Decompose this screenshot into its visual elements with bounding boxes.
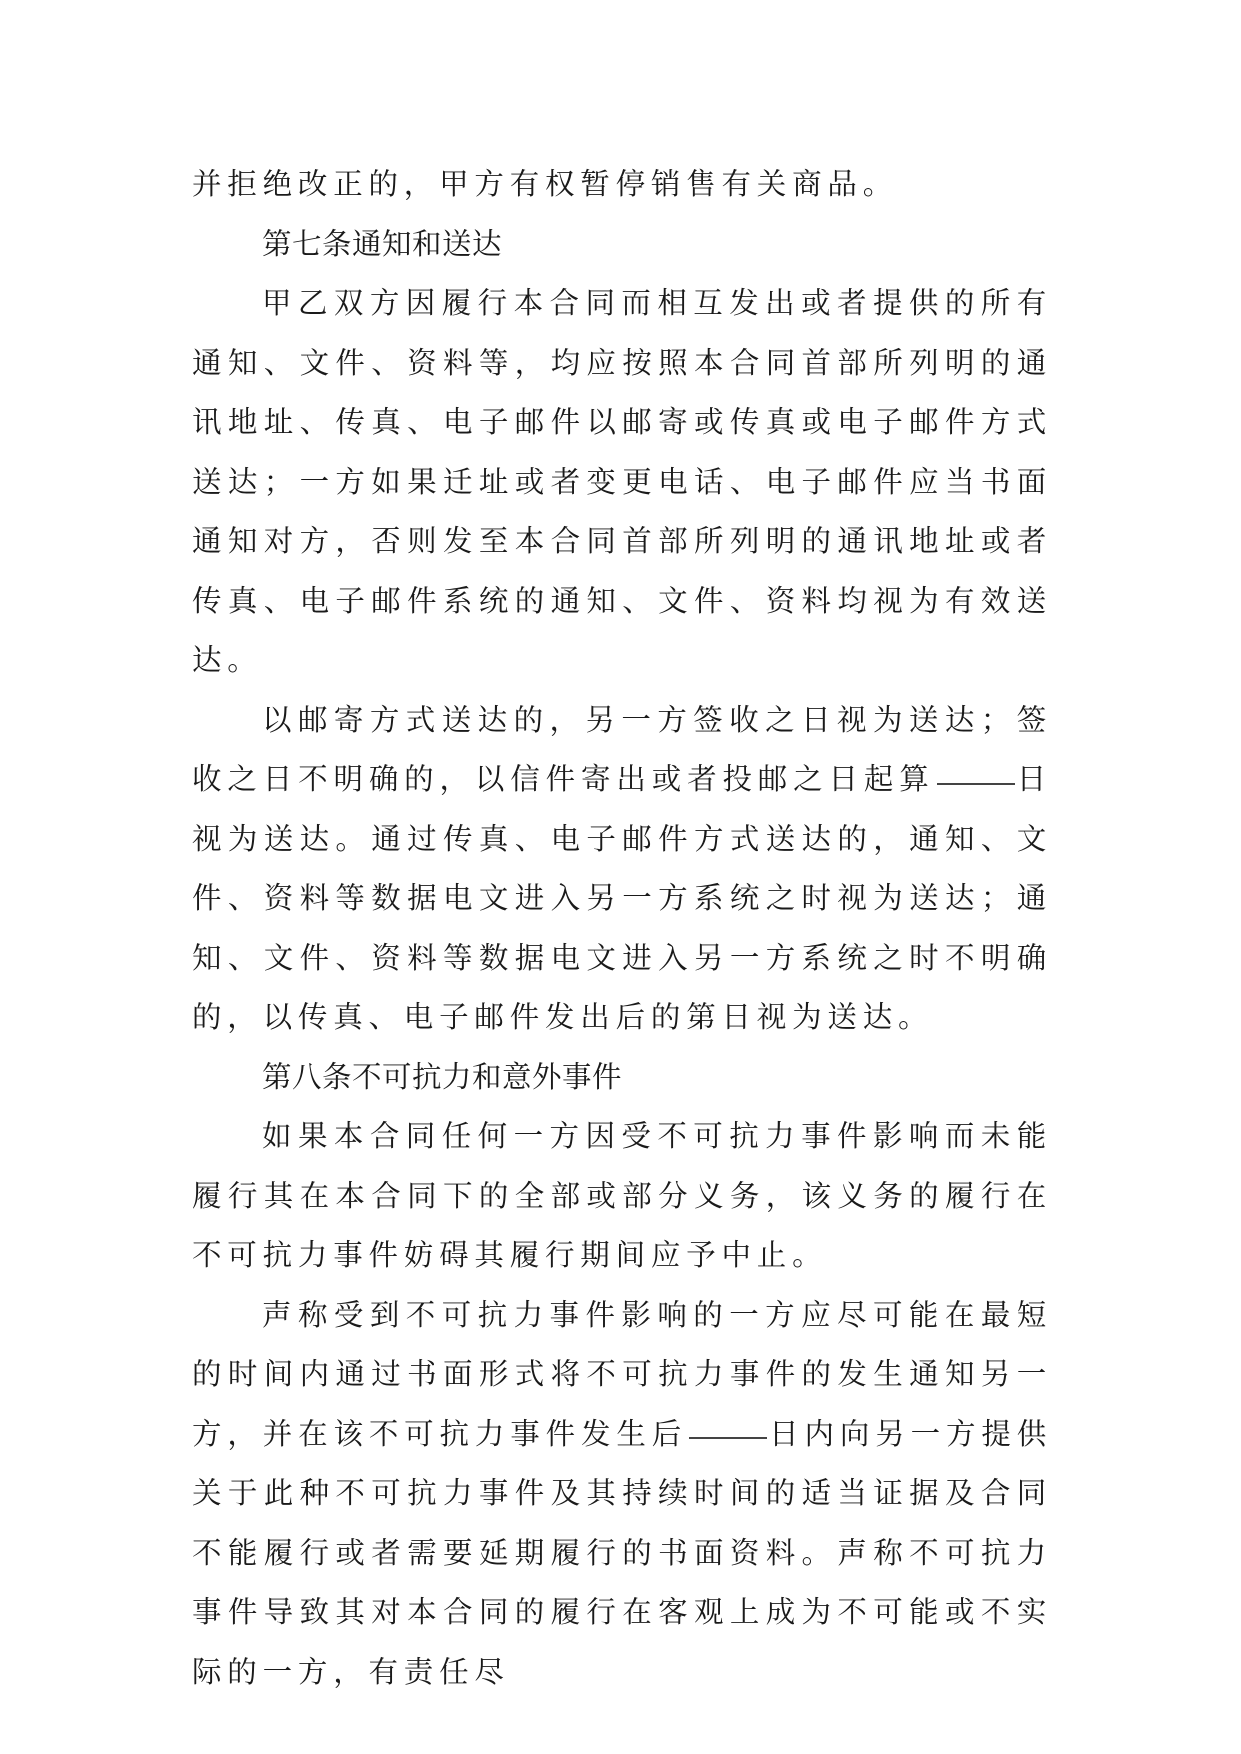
- paragraph-continued: [192, 155, 1052, 215]
- article-7-heading: [192, 215, 1052, 275]
- document-page: [192, 155, 1052, 1702]
- paragraph-notice-timing: [192, 691, 1052, 1048]
- fill-in-blank: [937, 783, 1015, 785]
- paragraph-notice-addresses: [192, 274, 1052, 691]
- paragraph-force-majeure-suspension: [192, 1107, 1052, 1286]
- heading-text: 第七条通知和送达: [262, 226, 503, 261]
- paragraph-force-majeure-notice: [192, 1286, 1052, 1703]
- paragraph-text: 并拒绝改正的，甲方有权暂停销售有关商品。: [192, 167, 899, 201]
- heading-text: 第八条不可抗力和意外事件: [262, 1059, 623, 1094]
- paragraph-text: 以邮寄方式送达的，另一方签收之日视为送达；签收之日不明确的，以信件寄出或者投邮之日起算: [192, 702, 1052, 796]
- paragraph-text: 日内向另一方提供关于此种不可抗力事件及其持续时间的适当证据及合同不能履行或者需要延期履行的书面资料。声称不可抗力事件导致其对本合同的履行在客观上成为不可能或不实际的一方，有责任尽: [192, 1416, 1052, 1689]
- paragraph-text: 如果本合同任何一方因受不可抗力事件影响而未能履行其在本合同下的全部或部分义务，该义务的履行在不可抗力事件妨碍其履行期间应予中止。: [192, 1119, 1052, 1272]
- article-8-heading: [192, 1048, 1052, 1108]
- fill-in-blank: [689, 1437, 767, 1439]
- paragraph-text: 甲乙双方因履行本合同而相互发出或者提供的所有通知、文件、资料等，均应按照本合同首部所列明的通讯地址、传真、电子邮件以邮寄或传真或电子邮件方式送达；一方如果迁址或者变更电话、电子邮件应当书面通知对方，否则发至本合同首部所列明的通讯地址或者传真、电子邮件系统的通知、文件、资料均视为有效送达。: [192, 286, 1052, 677]
- paragraph-text: 日视为送达。通过传真、电子邮件方式送达的，通知、文件、资料等数据电文进入另一方系统之时视为送达；通知、文件、资料等数据电文进入另一方系统之时不明确的，以传真、电子邮件发出后的第日视为送达。: [192, 762, 1052, 1034]
- paragraph-text: 声称受到不可抗力事件影响的一方应尽可能在最短的时间内通过书面形式将不可抗力事件的发生通知另一方，并在该不可抗力事件发生后: [192, 1297, 1052, 1451]
